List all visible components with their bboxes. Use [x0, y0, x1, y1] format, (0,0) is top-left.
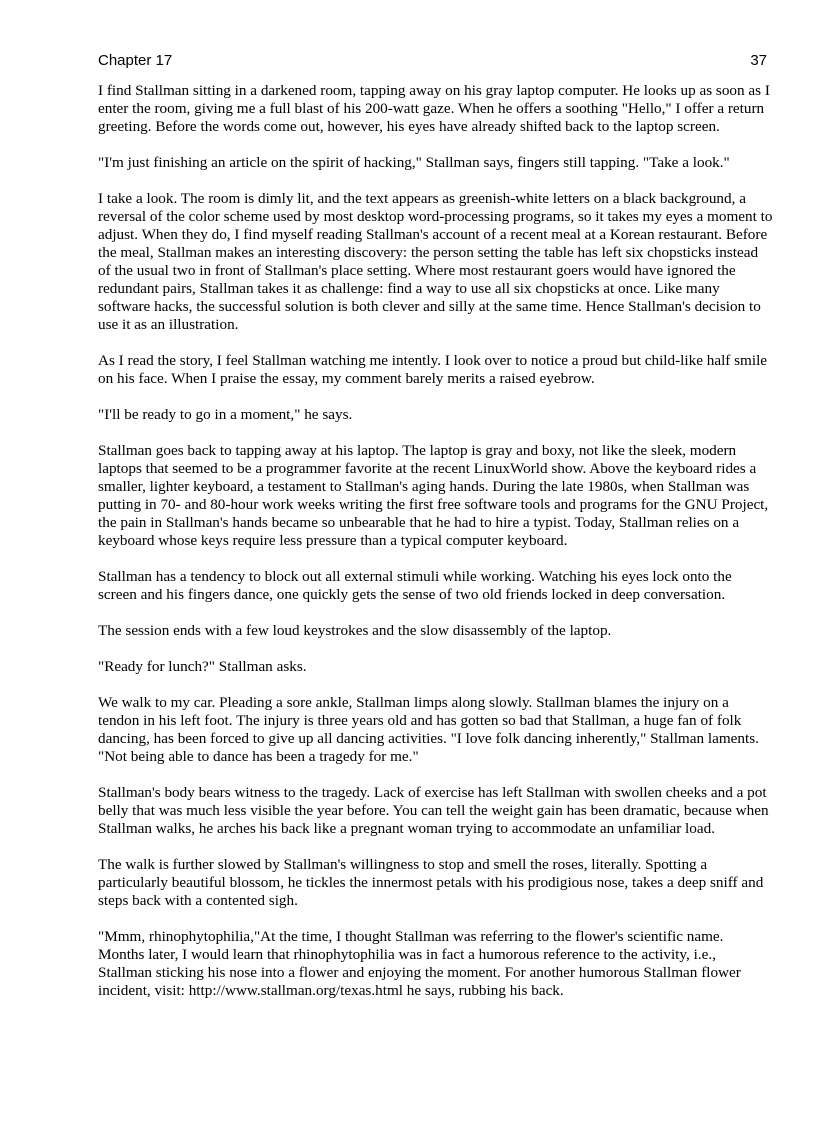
- paragraph: "Mmm, rhinophytophilia,"At the time, I thought Stallman was referring to the flower's scientific name. Months later, I would learn that rhinophytophilia was in fact a humorous reference to the activity, i.e., Stallman sticking his nose into a flower and enjoying the moment. For another humorous Stallman flower incident, visit: http://www.stallman.org/texas.html he says, rubbing his back.: [98, 928, 741, 999]
- body-text: [98, 82, 773, 1018]
- paragraph: "Ready for lunch?" Stallman asks.: [98, 658, 307, 675]
- chapter-title: Chapter 17: [98, 52, 173, 69]
- paragraph: Stallman has a tendency to block out all external stimuli while working. Watching his eyes lock onto the screen and his fingers dance, one quickly gets the sense of two old friends locked in deep conversation.: [98, 568, 732, 603]
- paragraph: Stallman's body bears witness to the tragedy. Lack of exercise has left Stallman with swollen cheeks and a pot belly that was much less visible the year before. You can tell the weight gain has been dramatic, because when Stallman walks, he arches his back like a pregnant woman trying to accommodate an unfamiliar load.: [98, 784, 769, 837]
- paragraph: "I'll be ready to go in a moment," he says.: [98, 406, 353, 423]
- page-header: [98, 52, 767, 70]
- paragraph: We walk to my car. Pleading a sore ankle, Stallman limps along slowly. Stallman blames the injury on a tendon in his left foot. The injury is three years old and has gotten so bad that Stallman, a huge fan of folk dancing, has been forced to give up all dancing activities. "I love folk dancing inherently," Stallman laments. "Not being able to dance has been a tragedy for me.": [98, 694, 759, 765]
- paragraph: "I'm just finishing an article on the spirit of hacking," Stallman says, fingers still tapping. "Take a look.": [98, 154, 730, 171]
- paragraph: The walk is further slowed by Stallman's willingness to stop and smell the roses, literally. Spotting a particularly beautiful blossom, he tickles the innermost petals with his prodigious nose, takes a deep sniff and steps back with a contented sigh.: [98, 856, 764, 909]
- paragraph: As I read the story, I feel Stallman watching me intently. I look over to notice a proud but child-like half smile on his face. When I praise the essay, my comment barely merits a raised eyebrow.: [98, 352, 768, 387]
- page-number: 37: [750, 52, 767, 69]
- paragraph: I find Stallman sitting in a darkened room, tapping away on his gray laptop computer. He looks up as soon as I enter the room, giving me a full blast of his 200-watt gaze. When he offers a soothing "Hello," I offer a return greeting. Before the words come out, however, his eyes have already shifted back to the laptop screen.: [98, 82, 770, 135]
- paragraph: Stallman goes back to tapping away at his laptop. The laptop is gray and boxy, not like the sleek, modern laptops that seemed to be a programmer favorite at the recent LinuxWorld show. Above the keyboard rides a smaller, lighter keyboard, a testament to Stallman's aging hands. During the late 1980s, when Stallman was putting in 70- and 80-hour work weeks writing the first free software tools and programs for the GNU Project, the pain in Stallman's hands became so unbearable that he had to hire a typist. Today, Stallman relies on a keyboard whose keys require less pressure than a typical computer keyboard.: [98, 442, 769, 549]
- paragraph: I take a look. The room is dimly lit, and the text appears as greenish-white letters on a black background, a reversal of the color scheme used by most desktop word-processing programs, so it takes my eyes a moment to adjust. When they do, I find myself reading Stallman's account of a recent meal at a Korean restaurant. Before the meal, Stallman makes an interesting discovery: the person setting the table has left six chopsticks instead of the usual two in front of Stallman's place setting. Where most restaurant goers would have ignored the redundant pairs, Stallman takes it as challenge: find a way to use all six chopsticks at once. Like many software hacks, the successful solution is both clever and silly at the same time. Hence Stallman's decision to use it as an illustration.: [98, 190, 773, 333]
- paragraph: The session ends with a few loud keystrokes and the slow disassembly of the laptop.: [98, 622, 612, 639]
